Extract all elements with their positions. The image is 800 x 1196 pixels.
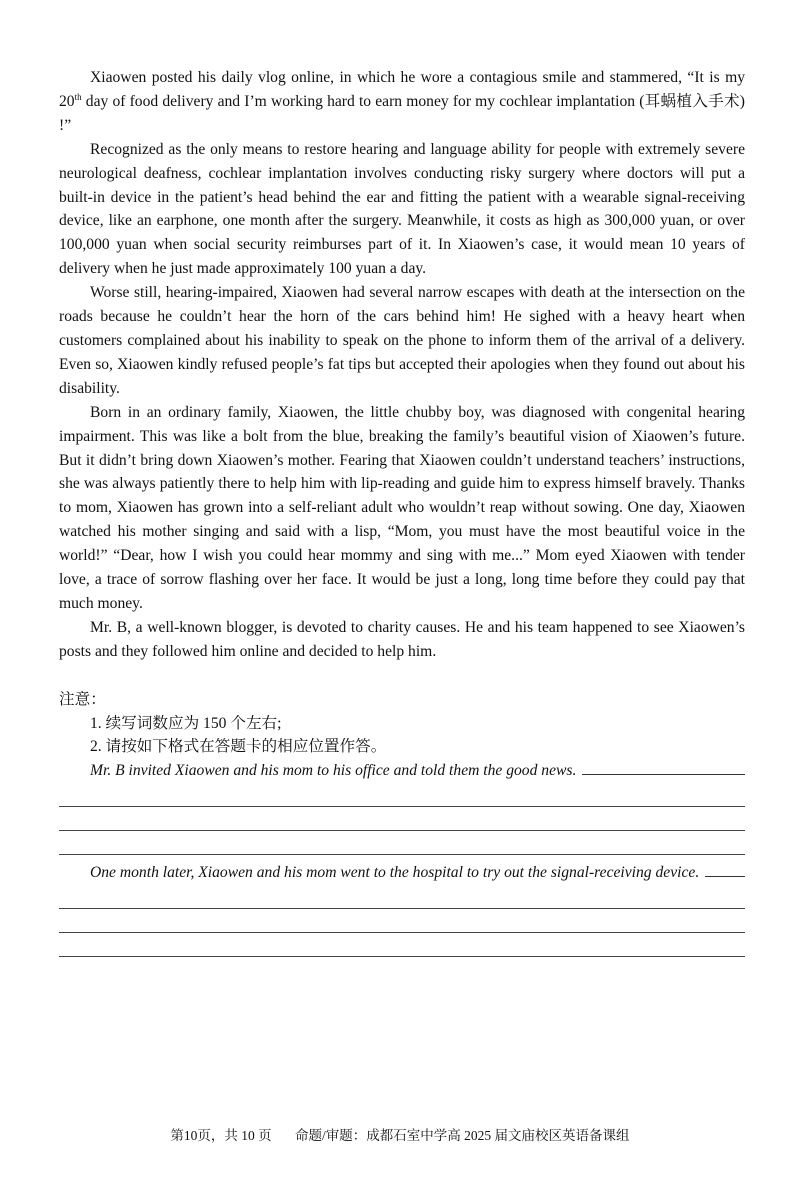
prompt-text: Mr. B invited Xiaowen and his mom to his office and told them the good news. bbox=[90, 762, 577, 780]
note-item-2: 2. 请按如下格式在答题卡的相应位置作答。 bbox=[90, 738, 387, 756]
continuation-prompt-2 bbox=[59, 861, 745, 885]
ordinal-suffix: th bbox=[74, 91, 82, 102]
passage-paragraph-5: Mr. B, a well-known blogger, is devoted to charity causes. He and his team happened to see Xiaowen’s posts and they followed him online and decided to help him. bbox=[59, 618, 745, 660]
prompt-text: One month later, Xiaowen and his mom went to the hospital to try out the signal-receiving device. bbox=[90, 864, 700, 882]
answer-line[interactable] bbox=[59, 807, 745, 831]
passage-paragraph-3: Worse still, hearing-impaired, Xiaowen had several narrow escapes with death at the intersection on the roads because he couldn’t hear the horn of the cars behind him! He sighed with a heavy heart when customers complained about his inability to speak on the phone to inform them of the arrival of a delivery. Even so, Xiaowen kindly refused people’s fat tips but accepted their apologies when they found out about his disability. bbox=[59, 284, 745, 397]
author-credit: 命题/审题：成都石室中学高 2025 届文庙校区英语备课组 bbox=[295, 1128, 630, 1143]
passage-paragraph-4: Born in an ordinary family, Xiaowen, the little chubby boy, was diagnosed with congenital hearing impairment. This was like a bolt from the blue, breaking the family’s beautiful vision of Xiaowen’s future. But it didn’t bring down Xiaowen’s mother. Fearing that Xiaowen couldn’t understand teachers’ instructions, she was always patiently there to help him with lip-reading and guide him to express himself bravely. Thanks to mom, Xiaowen has grown into a self-reliant adult who wouldn’t reap without sowing. One day, Xiaowen watched his mother singing and said with a lisp, “Mom, you must have the most beautiful voice in the world!” “Dear, how I wish you could hear mommy and sing with me...” Mom eyed Xiaowen with tender love, a trace of sorrow flashing over her face. It would be just a long, long time before they could pay that much money. bbox=[59, 403, 745, 612]
answer-line[interactable] bbox=[59, 933, 745, 957]
page-footer bbox=[0, 1124, 800, 1144]
notes-heading: 注意： bbox=[59, 690, 106, 708]
passage-paragraph-2: Recognized as the only means to restore hearing and language ability for people with extremely severe neurological deafness, cochlear implantation involves conducting risky surgery where doctors will put a built-in device in the patient’s head behind the ear and fitting the patient with a wearable signal-receiving device, like an earphone, one month after the surgery. Meanwhile, it costs as high as 300,000 yuan, or over 100,000 yuan when social security reimburses part of it. In Xiaowen’s case, it would mean 10 years of delivery when he just made approximately 100 yuan a day. bbox=[59, 140, 745, 278]
answer-line[interactable] bbox=[59, 783, 745, 807]
answer-line[interactable] bbox=[59, 909, 745, 933]
continuation-prompt-1 bbox=[59, 759, 745, 783]
note-item-1: 1. 续写词数应为 150 个左右; bbox=[90, 714, 282, 732]
paragraph-text: Xiaowen posted his daily vlog online, in which he wore a contagious smile and stammered, “It is my 20 bbox=[59, 69, 745, 110]
answer-blank[interactable] bbox=[582, 760, 745, 775]
document-body bbox=[59, 66, 745, 957]
passage-paragraph-1 bbox=[59, 66, 745, 138]
page-number: 第10页，共 10 页 bbox=[170, 1128, 272, 1143]
paragraph-text: day of food delivery and I’m working hard to earn money for my cochlear implantation (耳蜗植入手术) !” bbox=[59, 92, 745, 134]
answer-line[interactable] bbox=[59, 885, 745, 909]
answer-blank[interactable] bbox=[705, 862, 745, 877]
answer-line[interactable] bbox=[59, 831, 745, 855]
